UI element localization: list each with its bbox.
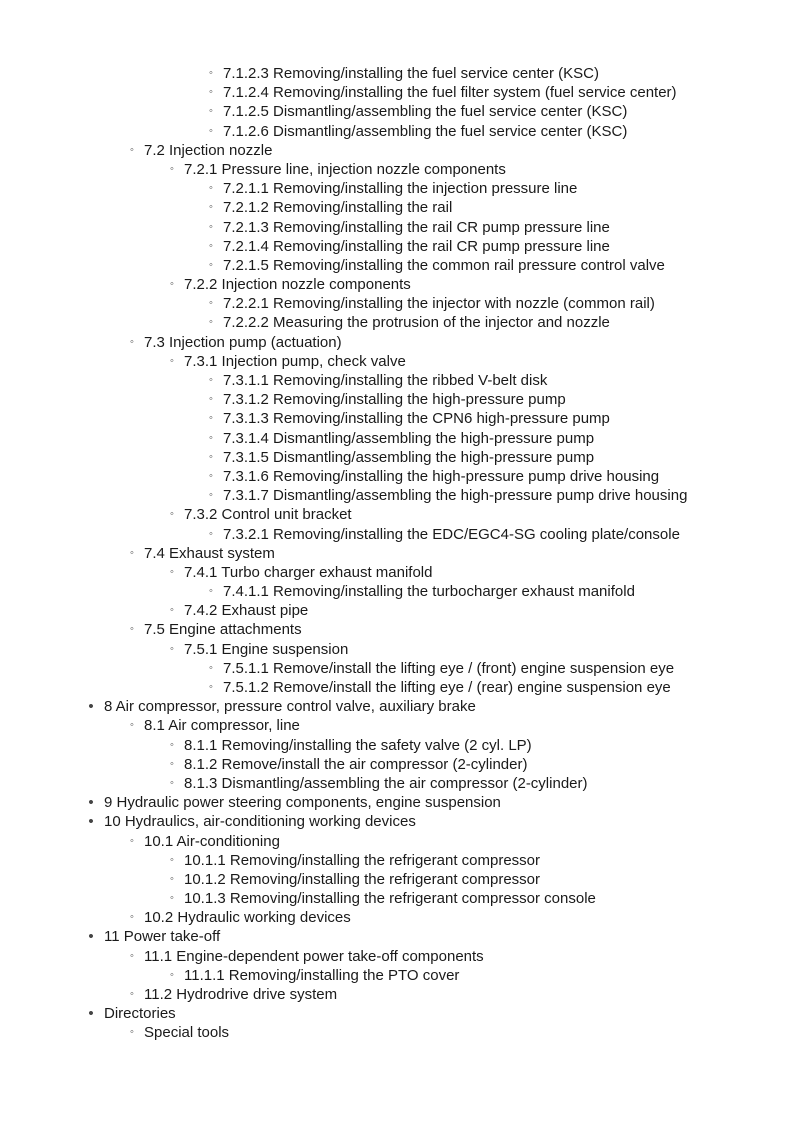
hollow-bullet-icon: ◦: [130, 335, 134, 348]
hollow-bullet-icon: ◦: [209, 661, 213, 674]
toc-entry-label[interactable]: 10.1.3 Removing/installing the refrigerant compressor console: [184, 890, 596, 908]
toc-entry[interactable]: [0, 198, 794, 217]
toc-entry[interactable]: [0, 947, 794, 966]
toc-entry[interactable]: [0, 697, 794, 716]
hollow-bullet-icon: ◦: [209, 527, 213, 540]
toc-entry[interactable]: [0, 812, 794, 831]
toc-entry[interactable]: [0, 83, 794, 102]
toc-entry-label[interactable]: 10.1.2 Removing/installing the refrigerant compressor: [184, 870, 541, 888]
toc-entry-label[interactable]: 7.5 Engine attachments: [144, 621, 302, 639]
hollow-bullet-icon: ◦: [170, 565, 174, 578]
hollow-bullet-icon: ◦: [209, 681, 213, 693]
toc-entry-label[interactable]: 8.1.1 Removing/installing the safety valve (2 cyl. LP): [184, 736, 532, 754]
toc-entry-label[interactable]: 7.4.1 Turbo charger exhaust manifold: [184, 563, 433, 581]
toc-entry[interactable]: [0, 256, 794, 275]
toc-entry-label[interactable]: 7.3.1.5 Dismantling/assembling the high-pressure pump: [223, 448, 595, 466]
toc-entry[interactable]: [0, 218, 794, 237]
toc-entry[interactable]: [0, 563, 794, 582]
toc-entry[interactable]: [0, 716, 794, 735]
toc-entry[interactable]: [0, 505, 794, 524]
toc-entry[interactable]: [0, 141, 794, 160]
toc-entry-label[interactable]: 7.3.1.2 Removing/installing the high-pressure pump: [223, 391, 566, 409]
toc-entry-label[interactable]: 8.1.2 Remove/install the air compressor (2-cylinder): [184, 755, 528, 773]
toc-entry[interactable]: [0, 409, 794, 428]
hollow-bullet-icon: ◦: [209, 105, 213, 118]
toc-entry-label[interactable]: 7.1.2.4 Removing/installing the fuel filter system (fuel service center): [223, 84, 677, 102]
hollow-bullet-icon: ◦: [209, 297, 213, 310]
toc-entry-label[interactable]: 7.4.1.1 Removing/installing the turbocharger exhaust manifold: [223, 583, 635, 601]
toc-entry-label[interactable]: 8 Air compressor, pressure control valve, auxiliary brake: [104, 698, 476, 716]
toc-entry-label[interactable]: 7.3.2 Control unit bracket: [184, 506, 352, 524]
hollow-bullet-icon: ◦: [209, 258, 213, 271]
toc-entry[interactable]: [0, 544, 794, 563]
toc-entry[interactable]: [0, 64, 794, 83]
toc-entry[interactable]: [0, 275, 794, 294]
toc-entry-label[interactable]: 7.2.1 Pressure line, injection nozzle components: [184, 160, 506, 178]
hollow-bullet-icon: ◦: [209, 220, 213, 233]
toc-entry-label[interactable]: 7.3.1.6 Removing/installing the high-pressure pump drive housing: [223, 467, 660, 485]
toc-entry[interactable]: [0, 793, 794, 812]
toc-entry-label[interactable]: 7.2.1.3 Removing/installing the rail CR pump pressure line: [223, 218, 610, 236]
toc-entry-label[interactable]: 7.3.1.1 Removing/installing the ribbed V-belt disk: [223, 372, 548, 389]
hollow-bullet-icon: ◦: [130, 988, 134, 1000]
hollow-bullet-icon: ◦: [170, 757, 174, 770]
toc-entry-label[interactable]: 7.5.1.2 Remove/install the lifting eye / (rear) engine suspension eye: [223, 679, 671, 696]
hollow-bullet-icon: ◦: [209, 450, 213, 463]
toc-entry[interactable]: [0, 122, 794, 141]
hollow-bullet-icon: ◦: [209, 201, 213, 214]
hollow-bullet-icon: ◦: [170, 604, 174, 617]
toc-entry[interactable]: [0, 333, 794, 352]
filled-bullet-icon: •: [88, 698, 94, 716]
toc-entry[interactable]: [0, 755, 794, 774]
toc-entry-label[interactable]: 7.2 Injection nozzle: [144, 141, 273, 159]
toc-entry[interactable]: [0, 294, 794, 313]
toc-entry-label[interactable]: 11 Power take-off: [104, 928, 221, 946]
hollow-bullet-icon: ◦: [130, 143, 134, 156]
toc-entry[interactable]: [0, 371, 794, 390]
toc-entry[interactable]: [0, 985, 794, 1004]
filled-bullet-icon: •: [88, 1005, 94, 1023]
hollow-bullet-icon: ◦: [170, 853, 174, 866]
toc-entry-label[interactable]: 9 Hydraulic power steering components, engine suspension: [104, 794, 501, 812]
hollow-bullet-icon: ◦: [130, 949, 134, 962]
hollow-bullet-icon: ◦: [170, 872, 174, 885]
toc-entry[interactable]: [0, 352, 794, 371]
toc-entry-label[interactable]: 7.2.2.1 Removing/installing the injector with nozzle (common rail): [223, 295, 655, 313]
filled-bullet-icon: •: [88, 813, 94, 831]
toc-entry[interactable]: [0, 102, 794, 121]
toc-entry[interactable]: [0, 851, 794, 870]
toc-entry[interactable]: [0, 160, 794, 179]
toc-entry[interactable]: [0, 659, 794, 678]
toc-entry[interactable]: [0, 390, 794, 409]
hollow-bullet-icon: ◦: [209, 585, 213, 598]
hollow-bullet-icon: ◦: [170, 968, 174, 981]
toc-entry-label[interactable]: 11.1 Engine-dependent power take-off components: [144, 947, 484, 965]
toc-entry-label[interactable]: 7.3.1 Injection pump, check valve: [184, 352, 406, 370]
filled-bullet-icon: •: [88, 928, 94, 946]
toc-entry-label[interactable]: 11.2 Hydrodrive drive system: [144, 986, 338, 1003]
hollow-bullet-icon: ◦: [209, 393, 213, 406]
toc-entry-label[interactable]: 10.1 Air-conditioning: [144, 832, 280, 850]
hollow-bullet-icon: ◦: [209, 316, 213, 329]
hollow-bullet-icon: ◦: [130, 911, 134, 924]
toc-entry[interactable]: [0, 237, 794, 256]
toc-entry-label[interactable]: 7.2.1.2 Removing/installing the rail: [223, 199, 453, 217]
toc-entry-label[interactable]: 7.3.2.1 Removing/installing the EDC/EGC4-SG cooling plate/console: [223, 525, 680, 543]
toc-entry-label[interactable]: 7.5.1 Engine suspension: [184, 640, 349, 658]
hollow-bullet-icon: ◦: [209, 469, 213, 482]
toc-entry-label[interactable]: 10.1.1 Removing/installing the refrigerant compressor: [184, 851, 541, 869]
toc-entry-label[interactable]: 7.3.1.3 Removing/installing the CPN6 high-pressure pump: [223, 410, 610, 428]
toc-entry[interactable]: [0, 640, 794, 659]
toc-entry-label[interactable]: 7.2.2 Injection nozzle components: [184, 276, 411, 294]
toc-entry[interactable]: [0, 1023, 794, 1042]
hollow-bullet-icon: ◦: [170, 278, 174, 291]
toc-entry[interactable]: [0, 429, 794, 448]
toc-entry[interactable]: [0, 908, 794, 927]
hollow-bullet-icon: ◦: [209, 374, 213, 386]
hollow-bullet-icon: ◦: [130, 623, 134, 636]
toc-entry-label[interactable]: 7.4.2 Exhaust pipe: [184, 602, 309, 620]
toc-entry[interactable]: [0, 467, 794, 486]
toc-entry-label[interactable]: 7.5.1.1 Remove/install the lifting eye / (front) engine suspension eye: [223, 659, 675, 677]
hollow-bullet-icon: ◦: [130, 834, 134, 847]
hollow-bullet-icon: ◦: [170, 162, 174, 175]
toc-entry-label[interactable]: 7.4 Exhaust system: [144, 544, 275, 562]
toc-entry-label[interactable]: 7.2.1.1 Removing/installing the injection pressure line: [223, 180, 578, 198]
toc-entry-label[interactable]: Special tools: [144, 1024, 230, 1042]
toc-entry[interactable]: [0, 927, 794, 946]
toc-entry-label[interactable]: 11.1.1 Removing/installing the PTO cover: [184, 966, 460, 984]
hollow-bullet-icon: ◦: [170, 354, 174, 367]
toc-entry[interactable]: [0, 601, 794, 620]
toc-entry[interactable]: [0, 678, 794, 697]
hollow-bullet-icon: ◦: [209, 124, 213, 137]
toc-entry[interactable]: [0, 448, 794, 467]
toc-entry[interactable]: [0, 582, 794, 601]
toc-entry-label[interactable]: 7.1.2.6 Dismantling/assembling the fuel service center (KSC): [223, 122, 628, 140]
toc-entry-label[interactable]: 10.2 Hydraulic working devices: [144, 909, 351, 927]
hollow-bullet-icon: ◦: [209, 431, 213, 444]
toc-entry-label[interactable]: 7.2.2.2 Measuring the protrusion of the injector and nozzle: [223, 314, 610, 332]
toc-entry[interactable]: [0, 889, 794, 908]
hollow-bullet-icon: ◦: [130, 546, 134, 559]
toc-entry-label[interactable]: 7.3.1.7 Dismantling/assembling the high-pressure pump drive housing: [223, 487, 688, 505]
toc-entry-label[interactable]: 7.3.1.4 Dismantling/assembling the high-pressure pump: [223, 429, 595, 447]
toc-entry[interactable]: [0, 966, 794, 985]
toc-entry-label[interactable]: 7.1.2.3 Removing/installing the fuel service center (KSC): [223, 65, 600, 82]
toc-entry[interactable]: [0, 832, 794, 851]
toc-entry[interactable]: [0, 870, 794, 889]
hollow-bullet-icon: ◦: [170, 892, 174, 905]
hollow-bullet-icon: ◦: [170, 642, 174, 655]
hollow-bullet-icon: ◦: [209, 67, 213, 79]
toc-entry-label[interactable]: 8.1 Air compressor, line: [144, 717, 300, 735]
hollow-bullet-icon: ◦: [130, 1026, 134, 1039]
toc-entry[interactable]: [0, 179, 794, 198]
hollow-bullet-icon: ◦: [209, 86, 213, 99]
hollow-bullet-icon: ◦: [170, 738, 174, 751]
toc-entry-label[interactable]: Directories: [104, 1005, 176, 1023]
hollow-bullet-icon: ◦: [209, 489, 213, 502]
toc-entry-label[interactable]: 7.2.1.4 Removing/installing the rail CR pump pressure line: [223, 237, 610, 255]
toc-entry[interactable]: [0, 736, 794, 755]
toc-entry[interactable]: [0, 525, 794, 544]
toc-entry[interactable]: [0, 313, 794, 332]
toc-entry-label[interactable]: 7.1.2.5 Dismantling/assembling the fuel service center (KSC): [223, 103, 628, 121]
toc-entry-label[interactable]: 8.1.3 Dismantling/assembling the air compressor (2-cylinder): [184, 774, 588, 792]
toc-entry-label[interactable]: 10 Hydraulics, air-conditioning working devices: [104, 813, 416, 831]
table-of-contents: [0, 64, 794, 1043]
hollow-bullet-icon: ◦: [209, 239, 213, 252]
filled-bullet-icon: •: [88, 794, 94, 812]
toc-entry[interactable]: [0, 486, 794, 505]
toc-entry-label[interactable]: 7.3 Injection pump (actuation): [144, 333, 342, 351]
hollow-bullet-icon: ◦: [209, 412, 213, 425]
toc-entry-label[interactable]: 7.2.1.5 Removing/installing the common rail pressure control valve: [223, 256, 665, 274]
hollow-bullet-icon: ◦: [209, 182, 213, 195]
hollow-bullet-icon: ◦: [170, 508, 174, 521]
toc-entry[interactable]: [0, 774, 794, 793]
hollow-bullet-icon: ◦: [130, 719, 134, 732]
toc-entry[interactable]: [0, 620, 794, 639]
toc-entry[interactable]: [0, 1004, 794, 1023]
hollow-bullet-icon: ◦: [170, 776, 174, 789]
